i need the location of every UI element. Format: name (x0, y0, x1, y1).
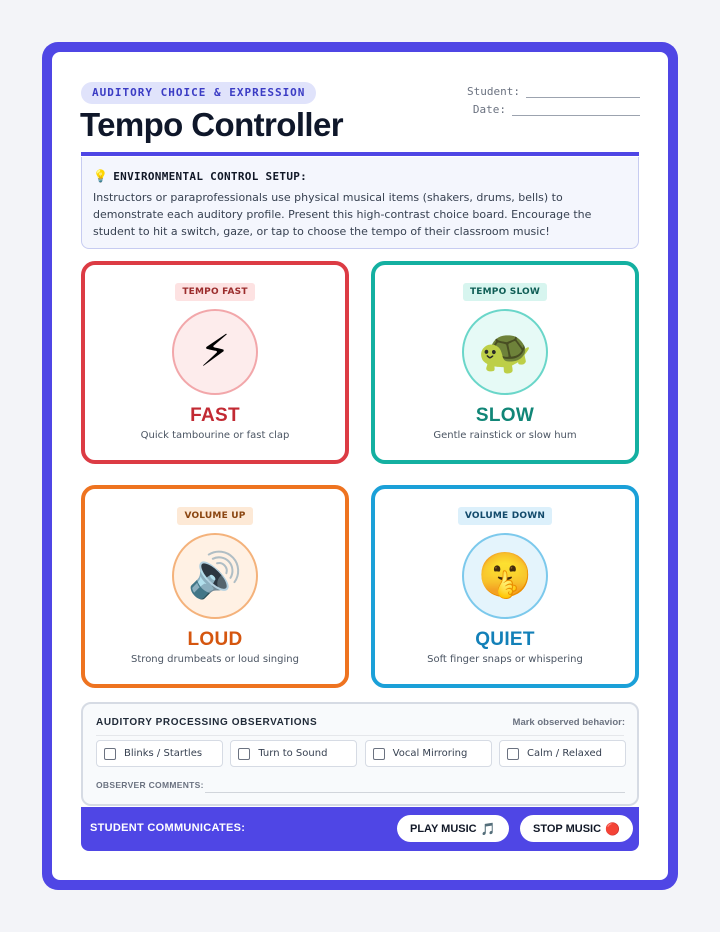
student-info (440, 80, 640, 116)
setup-panel (81, 157, 639, 249)
choice-card-fast[interactable] (81, 261, 349, 464)
red-circle-icon: 🔴 (605, 821, 621, 836)
observation-checklist (96, 740, 626, 767)
card-tag: TEMPO FAST (175, 283, 254, 301)
card-label: QUIET (475, 629, 535, 650)
student-label: Student: (467, 85, 520, 98)
checkbox-label: Vocal Mirroring (392, 748, 468, 759)
checkbox-label: Blinks / Startles (124, 748, 203, 759)
play-music-label: PLAY MUSIC (410, 822, 477, 835)
card-tag: VOLUME DOWN (458, 507, 552, 525)
card-description: Gentle rainstick or slow hum (433, 430, 577, 441)
header-divider (81, 152, 639, 156)
checkbox-label: Turn to Sound (258, 748, 328, 759)
checkbox-label: Calm / Relaxed (526, 748, 603, 759)
worksheet (52, 52, 668, 880)
choice-card-loud[interactable] (81, 485, 349, 688)
student-line[interactable] (526, 86, 640, 98)
setup-title: ENVIRONMENTAL CONTROL SETUP: (113, 169, 308, 183)
observer-comments-line[interactable] (205, 792, 625, 793)
divider (96, 735, 624, 736)
date-line[interactable] (512, 104, 640, 116)
play-music-button[interactable] (397, 815, 509, 842)
checkbox-calm-relaxed[interactable] (499, 740, 626, 767)
card-label: SLOW (475, 405, 535, 426)
date-label: Date: (472, 103, 506, 116)
choice-card-slow[interactable] (371, 261, 639, 464)
card-label: LOUD (187, 629, 243, 650)
communication-label: STUDENT COMMUNICATES: (90, 822, 246, 834)
lightning-icon: ⚡ (172, 309, 258, 395)
checkbox-turn-to-sound[interactable] (230, 740, 357, 767)
lightbulb-icon: 💡 (93, 169, 109, 183)
checkbox-vocal-mirroring[interactable] (365, 740, 492, 767)
shushing-face-icon: 🤫 (462, 533, 548, 619)
observations-hint: Mark observed behavior: (512, 717, 625, 728)
checkbox[interactable] (238, 748, 250, 760)
category-badge: AUDITORY CHOICE & EXPRESSION (81, 82, 316, 104)
checkbox-blinks-startles[interactable] (96, 740, 223, 767)
worksheet-frame (42, 42, 678, 890)
checkbox[interactable] (507, 748, 519, 760)
checkbox[interactable] (104, 748, 116, 760)
observer-comments-label: OBSERVER COMMENTS: (96, 780, 204, 790)
checkbox[interactable] (373, 748, 385, 760)
stop-music-label: STOP MUSIC (533, 822, 602, 835)
card-description: Soft finger snaps or whispering (427, 654, 583, 665)
turtle-icon: 🐢 (462, 309, 548, 395)
stop-music-button[interactable] (520, 815, 633, 842)
student-field[interactable] (440, 80, 640, 98)
date-field[interactable] (440, 98, 640, 116)
card-tag: VOLUME UP (177, 507, 252, 525)
page-title: Tempo Controller (80, 106, 343, 143)
card-description: Strong drumbeats or loud singing (131, 654, 299, 665)
card-label: FAST (190, 405, 240, 426)
card-description: Quick tambourine or fast clap (140, 430, 290, 441)
observations-panel (81, 702, 639, 806)
speaker-icon: 🔊 (172, 533, 258, 619)
communication-bar (81, 807, 639, 851)
choice-card-quiet[interactable] (371, 485, 639, 688)
observations-title: AUDITORY PROCESSING OBSERVATIONS (96, 717, 318, 728)
card-tag: TEMPO SLOW (463, 283, 547, 301)
setup-instructions: Instructors or paraprofessionals use physical musical items (shakers, drums, bells) to demonstrate each auditory profile. Present this high-contrast choice board. Encourage the student to hit a switch, gaze, or tap to choose the tempo of their classroom music! (93, 191, 592, 238)
musical-note-icon: 🎵 (480, 821, 496, 836)
